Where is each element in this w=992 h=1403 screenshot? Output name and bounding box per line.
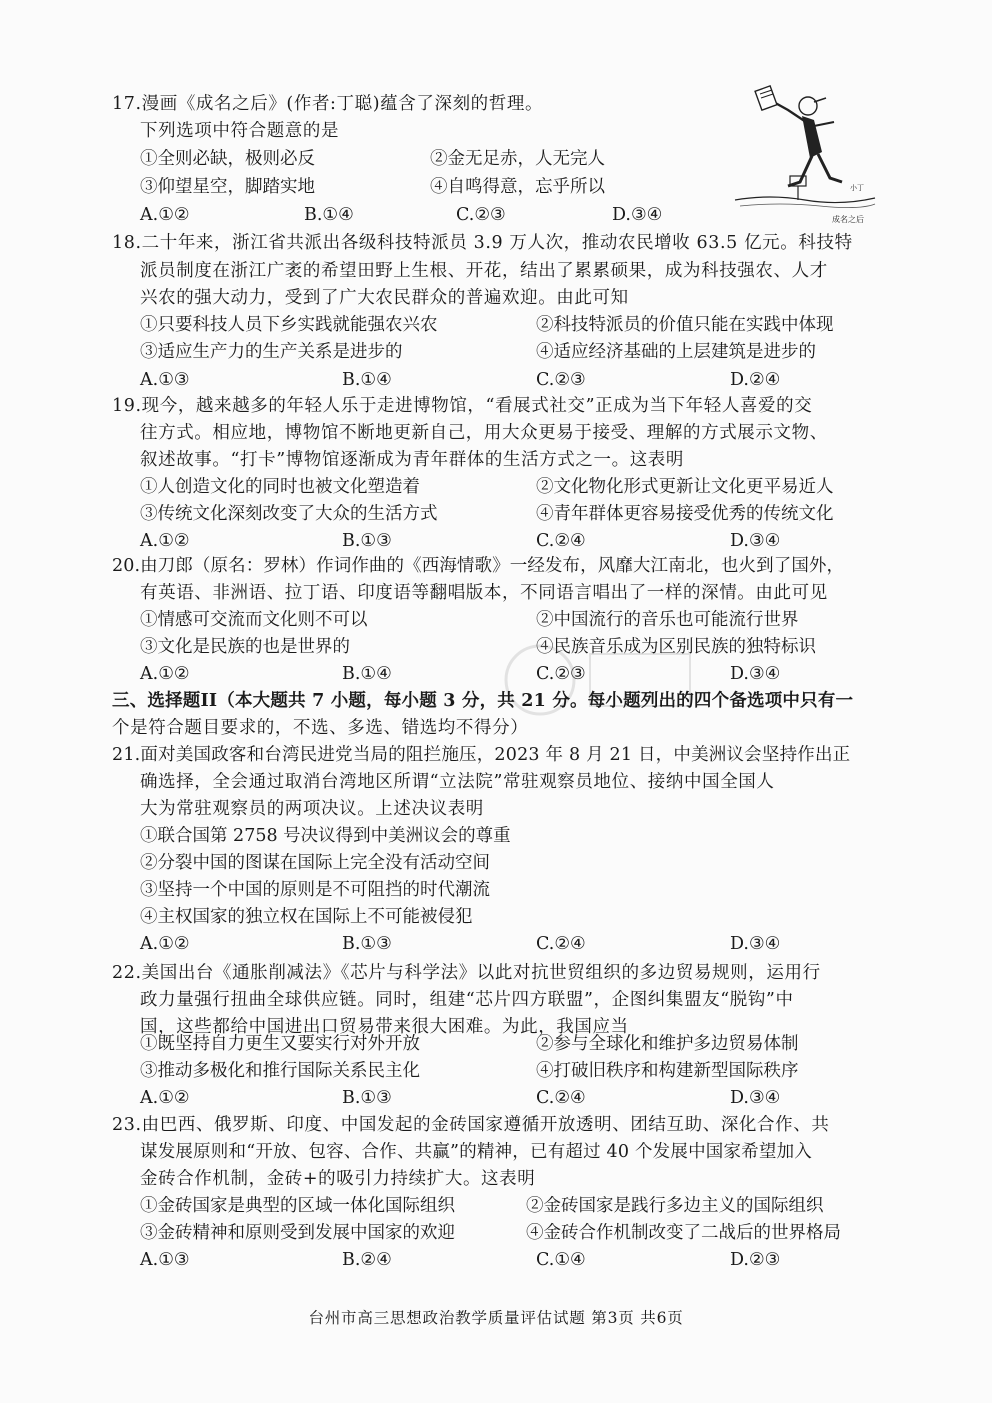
q23-answer-d: D.②③ — [730, 1250, 781, 1270]
q18-answer-b: B.①④ — [342, 370, 392, 390]
q22-item-4: ④打破旧秩序和构建新型国际秩序 — [536, 1061, 799, 1081]
svg-text:成名之后: 成名之后 — [832, 215, 864, 224]
q20-stem-line-2: 有英语、非洲语、拉丁语、印度语等翻唱版本，不同语言唱出了一样的深情。由此可见 — [140, 583, 828, 603]
q18-answer-d: D.②④ — [730, 370, 781, 390]
q21-item-1: ①联合国第 2758 号决议得到中美洲议会的尊重 — [140, 826, 511, 846]
q21-stem-line-1: 21.面对美国政客和台湾民进党当局的阻拦施压，2023 年 8 月 21 日，中美洲议会坚持作出正 — [112, 745, 851, 765]
q22-stem-line-1: 22.美国出台《通胀削减法》《芯片与科学法》以此对抗世贸组织的多边贸易规则，运用行 — [112, 963, 821, 983]
q22-answer-c: C.②④ — [536, 1088, 586, 1108]
q23-stem-line-3: 金砖合作机制，金砖+的吸引力持续扩大。这表明 — [140, 1169, 536, 1189]
q23-stem-line-2: 谋发展原则和“开放、包容、合作、共赢”的精神，已有超过 40 个发展中国家希望加入 — [140, 1142, 812, 1162]
q23-answer-a: A.①③ — [140, 1250, 190, 1270]
q20-answer-a: A.①② — [140, 664, 190, 684]
q23-answer-c: C.①④ — [536, 1250, 586, 1270]
q22-answer-d: D.③④ — [730, 1088, 781, 1108]
q23-item-2: ②金砖国家是践行多边主义的国际组织 — [526, 1196, 824, 1216]
q17-stem-line-1: 17.漫画《成名之后》(作者:丁聪)蕴含了深刻的哲理。 — [112, 94, 544, 114]
q17-answer-c: C.②③ — [456, 205, 506, 225]
q18-answer-c: C.②③ — [536, 370, 586, 390]
q19-item-4: ④青年群体更容易接受优秀的传统文化 — [536, 504, 834, 524]
q23-item-1: ①金砖国家是典型的区域一体化国际组织 — [140, 1196, 455, 1216]
q19-stem-line-3: 叙述故事。“打卡”博物馆逐渐成为青年群体的生活方式之一。这表明 — [140, 450, 684, 470]
section3-heading-line-2: 个是符合题目要求的，不选、多选、错选均不得分） — [112, 718, 529, 738]
q18-item-2: ②科技特派员的价值只能在实践中体现 — [536, 315, 834, 335]
q19-answer-b: B.①③ — [342, 531, 392, 551]
q19-item-1: ①人创造文化的同时也被文化塑造着 — [140, 477, 420, 497]
q23-item-3: ③金砖精神和原则受到发展中国家的欢迎 — [140, 1223, 455, 1243]
q17-item-2: ②金无足赤，人无完人 — [430, 149, 605, 169]
q18-stem-line-3: 兴农的强大动力，受到了广大农民群众的普遍欢迎。由此可知 — [140, 288, 629, 308]
q17-item-3: ③仰望星空，脚踏实地 — [140, 177, 315, 197]
q17-item-1: ①全则必缺，极则必反 — [140, 149, 315, 169]
q18-item-1: ①只要科技人员下乡实践就能强农兴农 — [140, 315, 438, 335]
q20-answer-d: D.③④ — [730, 664, 781, 684]
q21-answer-b: B.①③ — [342, 934, 392, 954]
q19-answer-c: C.②④ — [536, 531, 586, 551]
svg-text:小丁: 小丁 — [850, 184, 864, 192]
section3-heading-line-1: 三、选择题II（本大题共 7 小题，每小题 3 分，共 21 分。每小题列出的四个备选项中只有一 — [112, 691, 854, 711]
q19-stem-line-2: 往方式。相应地，博物馆不断地更新自己，用大众更易于接受、理解的方式展示文物、 — [140, 423, 828, 443]
q19-answer-d: D.③④ — [730, 531, 781, 551]
q23-answer-b: B.②④ — [342, 1250, 392, 1270]
q22-answer-b: B.①③ — [342, 1088, 392, 1108]
q20-stem-line-1: 20.由刀郎（原名：罗林）作词作曲的《西海情歌》一经发布，风靡大江南北，也火到了国外， — [112, 556, 845, 576]
q18-stem-line-2: 派员制度在浙江广袤的希望田野上生根、开花，结出了累累硕果，成为科技强农、人才 — [140, 261, 828, 281]
q17-item-4: ④自鸣得意，忘乎所以 — [430, 177, 605, 197]
q17-answer-b: B.①④ — [304, 205, 354, 225]
q21-stem-line-2: 确选择，全会通过取消台湾地区所谓“立法院”常驻观察员地位、接纳中国全国人 — [140, 772, 775, 792]
q18-item-3: ③适应生产力的生产关系是进步的 — [140, 342, 403, 362]
q20-answer-c: C.②③ — [536, 664, 586, 684]
q20-item-1: ①情感可交流而文化则不可以 — [140, 610, 368, 630]
q18-answer-a: A.①③ — [140, 370, 190, 390]
q21-answer-a: A.①② — [140, 934, 190, 954]
q21-answer-c: C.②④ — [536, 934, 586, 954]
q20-answer-b: B.①④ — [342, 664, 392, 684]
q19-answer-a: A.①② — [140, 531, 190, 551]
page-footer: 台州市高三思想政治教学质量评估试题 第3页 共6页 — [308, 1309, 684, 1327]
q21-item-2: ②分裂中国的图谋在国际上完全没有活动空间 — [140, 853, 490, 873]
cartoon-illustration — [730, 82, 880, 232]
q18-stem-line-1: 18.二十年来，浙江省共派出各级科技特派员 3.9 万人次，推动农民增收 63.5 亿元。科技特 — [112, 233, 853, 253]
q19-stem-line-1: 19.现今，越来越多的年轻人乐于走进博物馆，“看展式社交”正成为当下年轻人喜爱的交 — [112, 396, 813, 416]
q21-item-4: ④主权国家的独立权在国际上不可能被侵犯 — [140, 907, 473, 927]
q22-answer-a: A.①② — [140, 1088, 190, 1108]
q20-item-4: ④民族音乐成为区别民族的独特标识 — [536, 637, 816, 657]
q21-item-3: ③坚持一个中国的原则是不可阻挡的时代潮流 — [140, 880, 490, 900]
q23-stem-line-1: 23.由巴西、俄罗斯、印度、中国发起的金砖国家遵循开放透明、团结互助、深化合作、共 — [112, 1115, 830, 1135]
q20-item-2: ②中国流行的音乐也可能流行世界 — [536, 610, 799, 630]
q20-item-3: ③文化是民族的也是世界的 — [140, 637, 350, 657]
q17-answer-d: D.③④ — [612, 205, 663, 225]
q19-item-2: ②文化物化形式更新让文化更平易近人 — [536, 477, 834, 497]
q22-item-1: ①既坚持自力更生又要实行对外开放 — [140, 1034, 420, 1054]
q17-answer-a: A.①② — [140, 205, 190, 225]
q21-answer-d: D.③④ — [730, 934, 781, 954]
q22-item-2: ②参与全球化和维护多边贸易体制 — [536, 1034, 799, 1054]
q23-item-4: ④金砖合作机制改变了二战后的世界格局 — [526, 1223, 841, 1243]
q22-stem-line-3: 国，这些都给中国进出口贸易带来很大困难。为此，我国应当 — [140, 1017, 629, 1037]
q22-item-3: ③推动多极化和推行国际关系民主化 — [140, 1061, 420, 1081]
q19-item-3: ③传统文化深刻改变了大众的生活方式 — [140, 504, 438, 524]
q18-item-4: ④适应经济基础的上层建筑是进步的 — [536, 342, 816, 362]
q22-stem-line-2: 政力量强行扭曲全球供应链。同时，组建“芯片四方联盟”，企图纠集盟友“脱钩”中 — [140, 990, 794, 1010]
q17-stem-line-2: 下列选项中符合题意的是 — [140, 121, 340, 141]
q21-stem-line-3: 大为常驻观察员的两项决议。上述决议表明 — [140, 799, 484, 819]
